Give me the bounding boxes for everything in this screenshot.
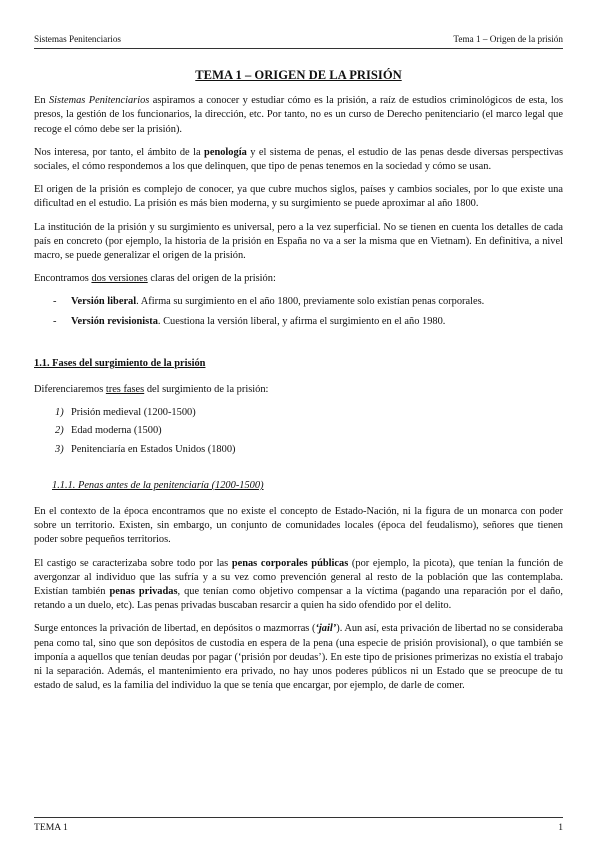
section-heading: 1.1. Fases del surgimiento de la prisión (34, 357, 206, 369)
paragraph-versiones (34, 272, 563, 286)
paragraph-penologia (34, 146, 563, 174)
text-run: ). Aun así, esta privación de libertad no se consideraba pena como tal, sino que son depósitos de custodia en espera de la pena (una especie de prisión provisional), o que también se imponía a aquellos que tenían deudas por pagar (‘prisión por deudas’). En este tipo de prisiones primerizas no existía el trabajo ni la separación. Además, el mantenimiento era privado, no hay unos poderes públicos ni un Estado que se preocupe de tu estado de salud, es la familia del individuo la que se tenía que encargar, por ejemplo, de darle de comer. (34, 623, 564, 692)
text-run: En (34, 95, 49, 107)
list-bullet: - (53, 296, 57, 308)
list-item (34, 315, 563, 329)
list-item (34, 406, 563, 420)
list-bullet: - (53, 315, 57, 327)
list-number: 1) (55, 407, 64, 419)
paragraph-castigo (34, 557, 563, 614)
paragraph-contexto: En el contexto de la época encontramos que no existe el concepto de Estado-Nación, ni la figura de un monarca con poder sobre un territorio. Existen, sin embargo, un conjunto de comunidades locales (época del feudalismo), señores que tienen poder sobre pequeños territorios. (34, 506, 563, 546)
text-run: Diferenciaremos (34, 384, 106, 396)
bold-italic-term: ‘jail’ (315, 623, 337, 635)
text-run: . Cuestiona la versión liberal, y afirma el surgimiento en el año 1980. (157, 315, 446, 327)
text-run: claras del origen de la prisión: (147, 273, 276, 285)
header-left: Sistemas Penitenciarios (34, 34, 122, 44)
header-right: Tema 1 – Origen de la prisión (453, 34, 563, 44)
page-number: 1 (558, 822, 563, 833)
text-run: Edad moderna (1500) (71, 425, 162, 437)
text-run: del surgimiento de la prisión: (144, 384, 269, 396)
page-header (34, 34, 563, 44)
bold-term: Versión liberal (71, 296, 137, 308)
versions-list (34, 295, 563, 328)
list-number: 2) (55, 425, 64, 437)
subsection-heading: 1.1.1. Penas antes de la penitenciaría (1200-1500) (52, 479, 264, 491)
text-run: . Afirma su surgimiento en el año 1800, previamente solo existían penas corporales. (136, 296, 485, 308)
text-run: Surge entonces la privación de libertad, en depósitos o mazmorras ( (34, 623, 316, 635)
page-footer (34, 822, 563, 833)
paragraph-fases (34, 383, 563, 397)
text-run: aspiramos a conocer y estudiar cómo es la prisión, a raíz de estudios criminológicos de esta, los presos, la gestión de los funcionarios, la dirección, etc. Por tanto, no es un curso de Derecho penitenciario (el marco legal que recoge el cómo debe ser la prisión). (34, 95, 563, 135)
emphasis-text: Sistemas Penitenciarios (48, 95, 150, 107)
list-item (34, 443, 563, 457)
bold-term: penas corporales públicas (231, 557, 349, 569)
list-item (34, 295, 563, 309)
bold-term: Versión revisionista (71, 315, 158, 327)
text-run: y el sistema de penas, el estudio de las penas desde diversas perspectivas sociales, el cómo respondemos a los que delinquen, que tipo de penas tenemos en la sociedad y cómo se usan. (34, 146, 563, 173)
text-run: Prisión medieval (1200-1500) (71, 407, 196, 419)
text-run: Penitenciaría en Estados Unidos (1800) (71, 443, 236, 455)
header-divider (34, 48, 563, 49)
text-run: El castigo se caracterizaba sobre todo por las (34, 557, 232, 569)
underlined-term: tres fases (105, 384, 145, 396)
list-number: 3) (55, 443, 64, 455)
paragraph-universal: La institución de la prisión y su surgimiento es universal, pero a la vez superficial. No se tienen en cuenta los detalles de cada país en concreto (por ejemplo, la historia de la prisión en España no va a ser la misma que en Vietnam). En definitiva, a nivel macro, se puede generalizar el origen de la prisión. (34, 221, 563, 262)
bold-term: penología (204, 146, 247, 158)
text-run: Nos interesa, por tanto, el ámbito de la (34, 146, 205, 158)
footer-divider (34, 817, 563, 818)
paragraph-origen: El origen de la prisión es complejo de conocer, ya que cubre muchos siglos, países y cambios sociales, por lo que existe una dificultad en el estudio. La prisión es más bien moderna, y su surgimiento se puede aproximar al año 1800. (34, 184, 563, 210)
page-title: TEMA 1 – ORIGEN DE LA PRISIÓN (195, 68, 402, 82)
text-run: Encontramos (34, 273, 92, 285)
footer-left: TEMA 1 (34, 822, 68, 833)
page-content (34, 68, 563, 703)
paragraph-privacion (34, 622, 563, 693)
text-run: , que tenían como objetivo compensar a la víctima (pagando una reparación por el daño, retando a un duelo, etc). Las penas privadas buscaban resarcir a quien ha sido ofendido por el delito. (34, 586, 563, 612)
phases-list (34, 406, 563, 457)
list-item (34, 424, 563, 438)
underlined-term: dos versiones (91, 273, 148, 285)
text-run: (por ejemplo, la picota), que tenían la función de avergonzar al individuo que las sufría y a su vez como prevención general al resto de la población que las contemplaba. Existían también (34, 557, 564, 598)
bold-term: penas privadas (109, 586, 178, 598)
paragraph-intro (34, 94, 563, 137)
